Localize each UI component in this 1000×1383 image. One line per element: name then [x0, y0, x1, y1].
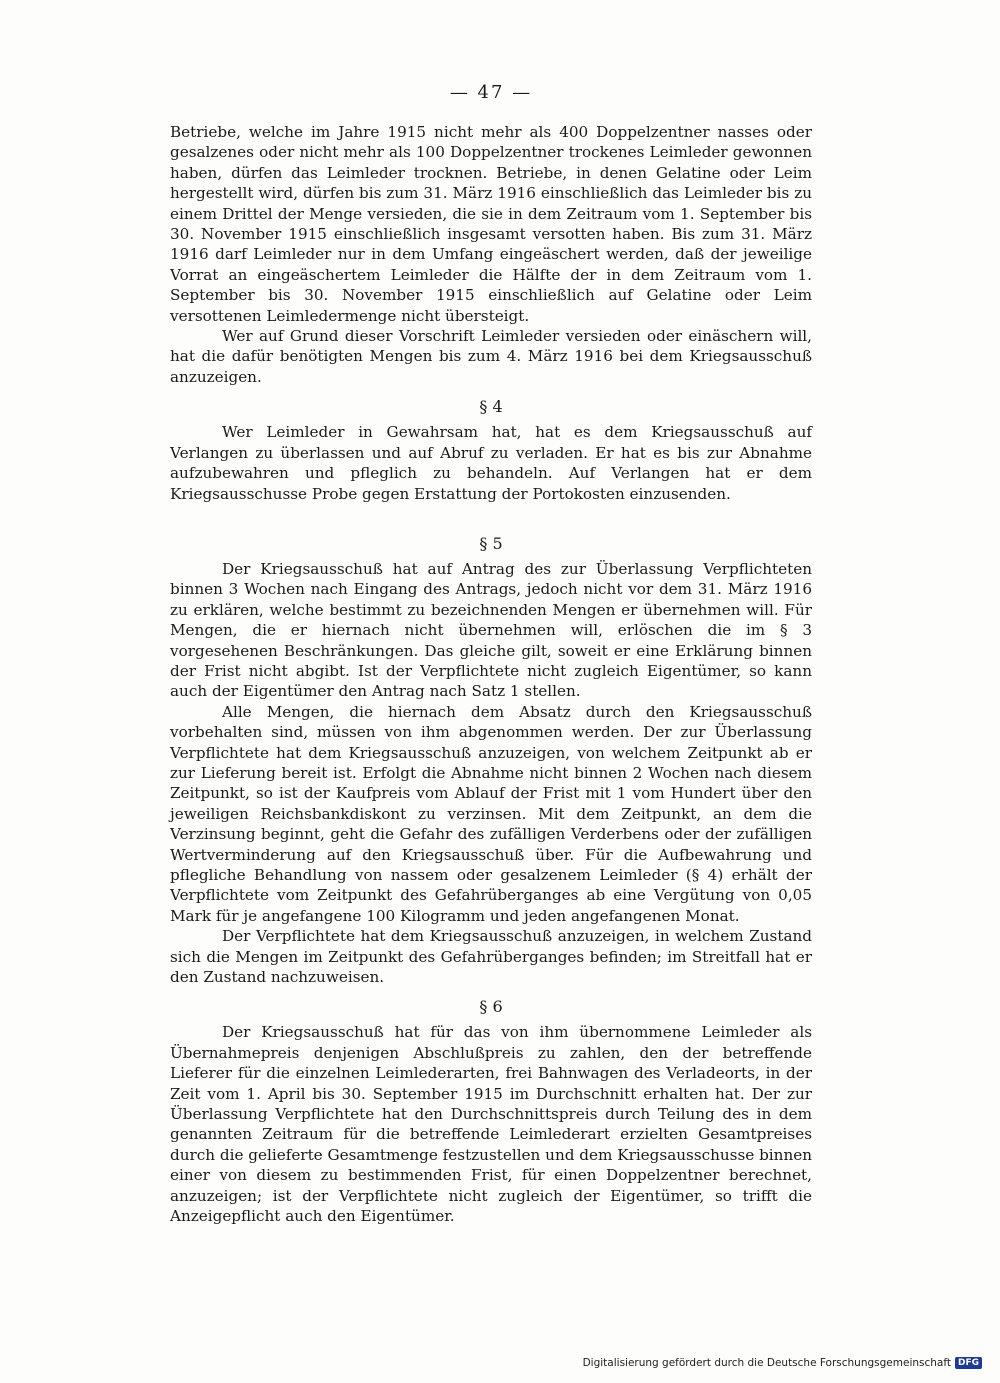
section-heading: § 6: [479, 997, 503, 1017]
paragraph: Alle Mengen, die hiernach dem Absatz durch den Kriegsausschuß vorbehalten sind, müssen von ihm abgenommen werden. Der zur Überlassung Verpflichtete hat dem Kriegsausschuß anzuzeigen, von welchem Zeitpunkt ab er zur Lieferung bereit ist. Erfolgt die Abnahme nicht binnen 2 Wochen nach diesem Zeitpunkt, so ist der Kaufpreis vom Ablauf der Frist mit 1 vom Hundert über den jeweiligen Reichsbankdiskont zu verzinsen. Mit dem Zeitpunkt, an dem die Verzinsung beginnt, geht die Gefahr des zufälligen Verderbens oder der zufälligen Wertverminderung auf den Kriegsausschuß über. Für die Aufbewahrung und pflegliche Behandlung von nassem oder gesalzenem Leimleder (§ 4) erhält der Verpflichtete vom Zeitpunkt des Gefahrüberganges ab eine Vergütung von 0,05 Mark für je angefangene 100 Kilogramm und jeden angefangenen Monat.: [170, 702, 812, 925]
paragraph: Der Kriegsausschuß hat für das von ihm übernommene Leimleder als Übernahmepreis denjenigen Abschlußpreis zu zahlen, den der betreffende Lieferer für die einzelnen Leimlederarten, frei Bahnwagen des Verladeorts, in der Zeit vom 1. April bis 30. September 1915 im Durchschnitt erhalten hat. Der zur Überlassung Verpflichtete hat den Durchschnittspreis durch Teilung des in dem genannten Zeitraum für die betreffende Leimlederart erzielten Gesamtpreises durch die gelieferte Gesamtmenge festzustellen und dem Kriegsausschusse binnen einer von diesem zu bestimmenden Frist, für einen Doppelzentner berechnet, anzuzeigen; ist der Verpflichtete nicht zugleich der Eigentümer, so trifft die Anzeigepflicht auch den Eigentümer.: [170, 1023, 812, 1226]
section-heading: § 5: [479, 533, 503, 553]
section-intro: [170, 122, 812, 387]
page-number: — 47 —: [449, 82, 533, 103]
footer-text: Digitalisierung gefördert durch die Deutsche Forschungsgemeinschaft: [582, 1357, 951, 1369]
paragraph: Der Verpflichtete hat dem Kriegsausschuß anzuzeigen, in welchem Zustand sich die Mengen im Zeitpunkt des Gefahrüberganges befinden; im Streitfall hat er den Zustand nachzuweisen.: [170, 927, 812, 987]
section-heading: § 4: [479, 397, 503, 417]
section-4: [170, 397, 812, 504]
document-page: [170, 80, 812, 1227]
dfg-logo-icon: DFG: [955, 1357, 982, 1369]
paragraph: Der Kriegsausschuß hat auf Antrag des zur Überlassung Verpflichteten binnen 3 Wochen nach Eingang des Antrags, jedoch nicht vor dem 31. März 1916 zu erklären, welche bestimmt zu bezeichnenden Mengen er übernehmen will. Für Mengen, die er hiernach nicht übernehmen will, erlöschen die im § 3 vorgesehenen Beschränkungen. Das gleiche gilt, soweit er eine Erklärung binnen der Frist nicht abgibt. Ist der Verpflichtete nicht zugleich Eigentümer, so kann auch der Eigentümer den Antrag nach Satz 1 stellen.: [170, 559, 812, 701]
footer-credit: [583, 1357, 982, 1369]
paragraph: Wer auf Grund dieser Vorschrift Leimleder versieden oder einäschern will, hat die dafür benötigten Mengen bis zum 4. März 1916 bei dem Kriegsausschuß anzuzeigen.: [170, 327, 812, 386]
section-6: [170, 997, 812, 1226]
section-5: [170, 534, 812, 988]
paragraph: Wer Leimleder in Gewahrsam hat, hat es dem Kriegsausschuß auf Verlangen zu überlassen und auf Abruf zu verladen. Er hat es bis zur Abnahme aufzubewahren und pfleglich zu behandeln. Auf Verlangen hat er dem Kriegsausschusse Probe gegen Erstattung der Portokosten einzusenden.: [170, 423, 812, 503]
paragraph: Betriebe, welche im Jahre 1915 nicht mehr als 400 Doppelzentner nasses oder gesalzenes oder nicht mehr als 100 Doppelzentner trockenes Leimleder gewonnen haben, dürfen das Leimleder trocknen. Betriebe, in denen Gelatine oder Leim hergestellt wird, dürfen bis zum 31. März 1916 einschließlich das Leimleder bis zu einem Drittel der Menge versieden, die sie in dem Zeitraum vom 1. September bis 30. November 1915 einschließlich insgesamt versotten haben. Bis zum 31. März 1916 darf Leimleder nur in dem Umfang eingeäschert werden, daß der jeweilige Vorrat an eingeäschertem Leimleder die Hälfte der in dem Zeitraum vom 1. September bis 30. November 1915 einschließlich auf Gelatine oder Leim versottenen Leimledermenge nicht übersteigt.: [170, 123, 812, 325]
